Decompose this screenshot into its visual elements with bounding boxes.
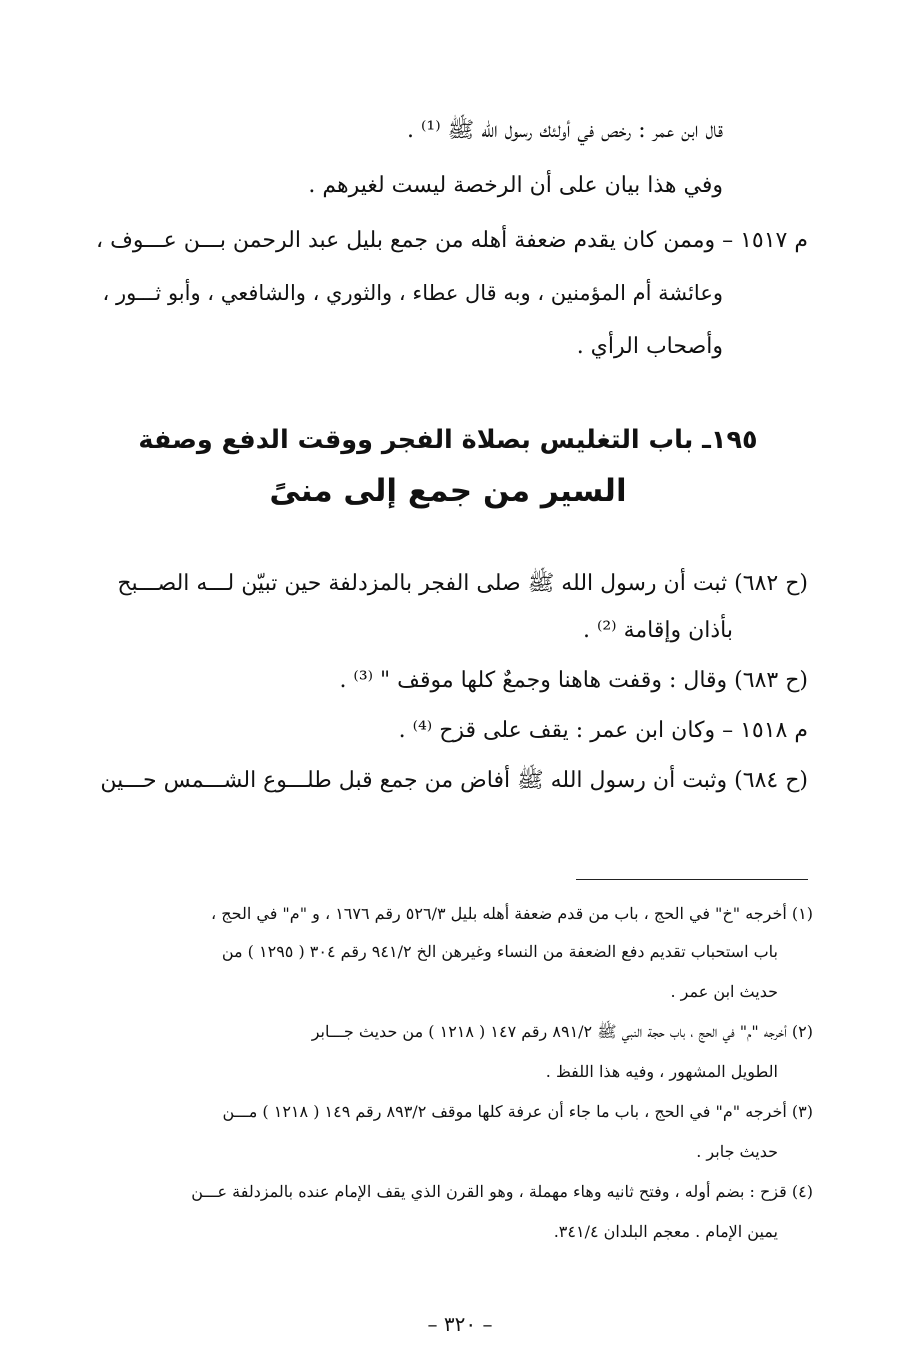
text-line: (ح ٦٨٣) وقال : وقفت هاهنا وجمعٌ كلها موقف " ⁽³⁾ .: [339, 668, 808, 693]
footnote-3-line-2: حديث جابر .: [696, 1142, 778, 1161]
footnote-1-line-3: حديث ابن عمر .: [670, 982, 778, 1001]
footnote-2-line-1: (٢) أخرجه "م" في الحج ، باب حجة النبي ﷺ ٨٩١/٢ رقم ١٤٧ ( ١٢١٨ ) من حديث جـــابر: [311, 1022, 813, 1041]
text-line: م ١٥١٨ – وكان ابن عمر : يقف على قزح ⁽⁴⁾ .: [398, 718, 808, 743]
footnote-divider: [576, 879, 808, 880]
text-line: بأذان وإقامة ⁽²⁾ .: [582, 618, 733, 643]
footnote-1-line-1: (١) أخرجه "خ" في الحج ، باب من قدم ضعفة أهله بليل ٥٢٦/٣ رقم ١٦٧٦ ، و "م" في الحج ،: [211, 904, 813, 923]
page-number: – ٣٢٠ –: [427, 1312, 493, 1336]
chapter-heading-line1: ١٩٥ـ باب التغليس بصلاة الفجر ووقت الدفع وصفة: [138, 425, 758, 455]
text-line: وأصحاب الرأي .: [576, 334, 723, 359]
footnote-2-line-2: الطويل المشهور ، وفيه هذا اللفظ .: [545, 1062, 778, 1081]
footnote-4-line-2: يمين الإمام . معجم البلدان ٣٤١/٤.: [553, 1222, 778, 1241]
text-line: وعائشة أم المؤمنين ، وبه قال عطاء ، والثوري ، والشافعي ، وأبو ثـــور ،: [102, 281, 723, 305]
text-line: قال ابن عمر : رخص في أولئك رسول الله ﷺ ⁽¹⁾ .: [407, 118, 723, 143]
text-line: وفي هذا بيان على أن الرخصة ليست لغيرهم .: [308, 173, 723, 198]
footnote-3-line-1: (٣) أخرجه "م" في الحج ، باب ما جاء أن عرفة كلها موقف ٨٩٣/٢ رقم ١٤٩ ( ١٢١٨ ) مـــن: [222, 1102, 813, 1121]
text-line: م ١٥١٧ – وممن كان يقدم ضعفة أهله من جمع بليل عبد الرحمن بـــن عـــوف ،: [96, 228, 808, 253]
footnote-1-line-2: باب استحباب تقديم دفع الضعفة من النساء وغيرهن الخ ٩٤١/٢ رقم ٣٠٤ ( ١٢٩٥ ) من: [221, 942, 778, 961]
text-line: (ح ٦٨٤) وثبت أن رسول الله ﷺ أفاض من جمع قبل طلـــوع الشـــمس حـــين: [100, 768, 808, 793]
text-line: (ح ٦٨٢) ثبت أن رسول الله ﷺ صلى الفجر بالمزدلفة حين تبيّن لـــه الصـــبح: [117, 571, 808, 596]
footnote-4-line-1: (٤) قزح : بضم أوله ، وفتح ثانيه وهاء مهملة ، وهو القرن الذي يقف الإمام عنده بالمزدلفة عـــن: [191, 1182, 813, 1201]
chapter-heading-line2: السير من جمع إلى منىً: [269, 473, 627, 509]
